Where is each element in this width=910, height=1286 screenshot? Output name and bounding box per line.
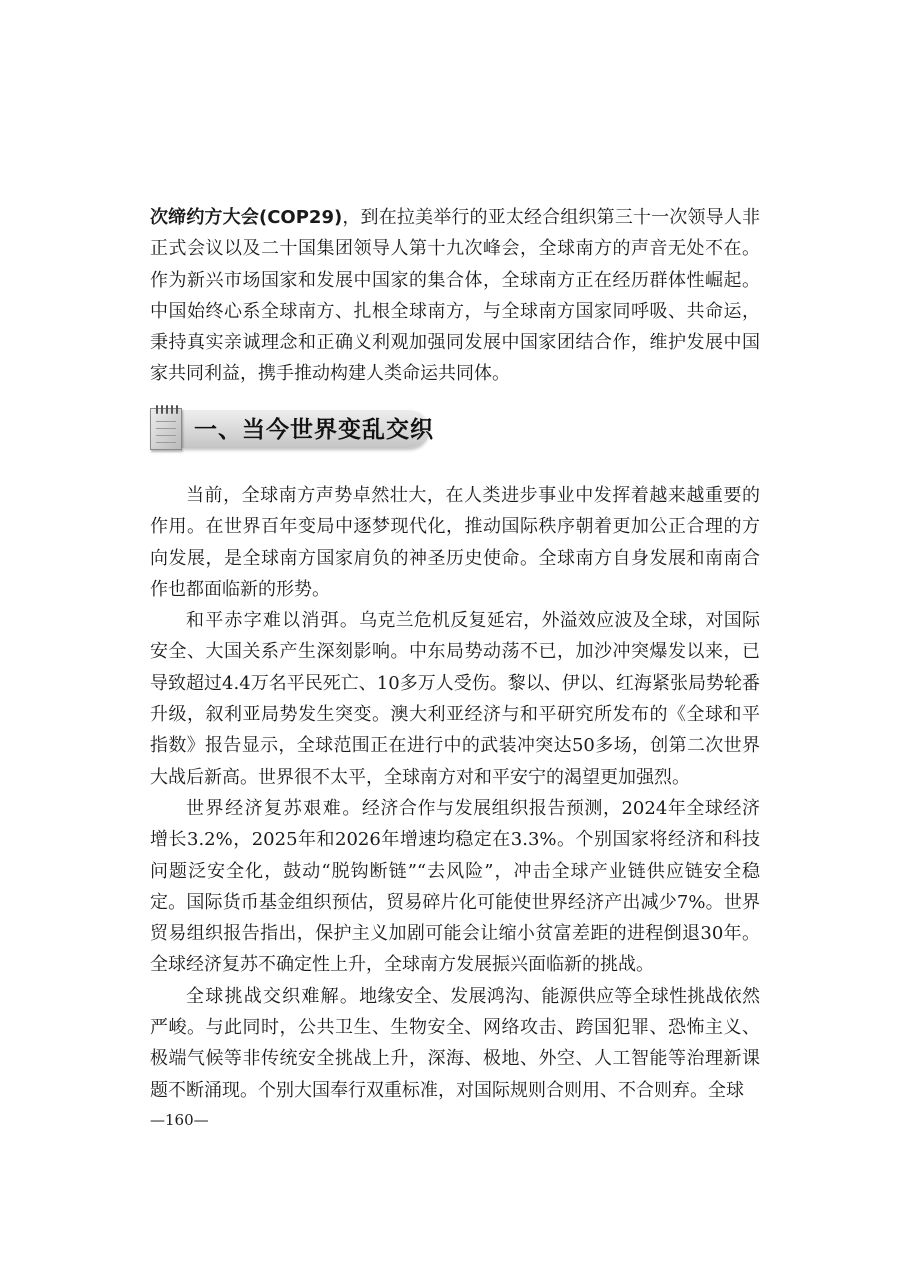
intro-paragraph [150,202,760,390]
paragraph-text: 乌克兰危机反复延宕，外溢效应波及全球，对国际安全、大国关系产生深刻影响。中东局势动荡不已，加沙冲突爆发以来，已导致超过4.4万名平民死亡、10多万人受伤。黎以、伊以、红海紧张局势轮番升级，叙利亚局势发生突变。澳大利亚经济与和平研究所发布的《全球和平指数》报告显示，全球范围正在进行中的武装冲突达50多场，创第二次世界大战后新高。世界很不太平，全球南方对和平安宁的渴望更加强烈。 [150,610,761,788]
paragraph-text: 经济合作与发展组织报告预测，2024年全球经济增长3.2%，2025年和2026年增速均稳定在3.3%。个别国家将经济和科技问题泛安全化，鼓动“脱钩断链”“去风险”，冲击全球产业链供应链安全稳定。国际货币基金组织预估，贸易碎片化可能使世界经济产出减少7%。世界贸易组织报告指出，保护主义加剧可能会让缩小贫富差距的进程倒退30年。全球经济复苏不确定性上升，全球南方发展振兴面临新的挑战。 [150,797,761,976]
section-title: 一、当今世界变乱交织 [194,417,434,443]
paragraph-lead: 和平赤字难以消弭。 [186,610,360,632]
paragraph [150,605,760,793]
notepad-icon [150,408,182,450]
intro-text: ，到在拉美举行的亚太经合组织第三十一次领导人非正式会议以及二十国集团领导人第十九次峰会，全球南方的声音无处不在。作为新兴市场国家和发展中国家的集合体，全球南方正在经历群体性崛起。中国始终心系全球南方、扎根全球南方，与全球南方国家同呼吸、共命运，秉持真实亲诚理念和正确义利观加强同发展中国家团结合作，维护发展中国家共同利益，携手推动构建人类命运共同体。 [150,207,760,385]
paragraph-lead: 世界经济复苏艰难。 [186,797,362,819]
section-heading [150,406,434,450]
body-paragraphs [150,480,760,1106]
paragraph-lead: 全球挑战交织难解。 [186,985,360,1007]
paragraph [150,480,760,605]
page-number: —160— [150,1111,209,1129]
intro-lead-run: 次缔约方大会(COP29) [150,207,343,228]
paragraph-text: 当前，全球南方声势卓然壮大，在人类进步事业中发挥着越来越重要的作用。在世界百年变局中逐梦现代化，推动国际秩序朝着更加公正合理的方向发展，是全球南方国家肩负的神圣历史使命。全球南方自身发展和南南合作也都面临新的形势。 [150,485,760,600]
paragraph [150,981,760,1106]
paragraph-text: 地缘安全、发展鸿沟、能源供应等全球性挑战依然严峻。与此同时，公共卫生、生物安全、网络攻击、跨国犯罪、恐怖主义、极端气候等非传统安全挑战上升，深海、极地、外空、人工智能等治理新课题不断涌现。个别大国奉行双重标准，对国际规则合则用、不合则弃。全球 [150,985,761,1101]
paragraph [150,793,760,981]
